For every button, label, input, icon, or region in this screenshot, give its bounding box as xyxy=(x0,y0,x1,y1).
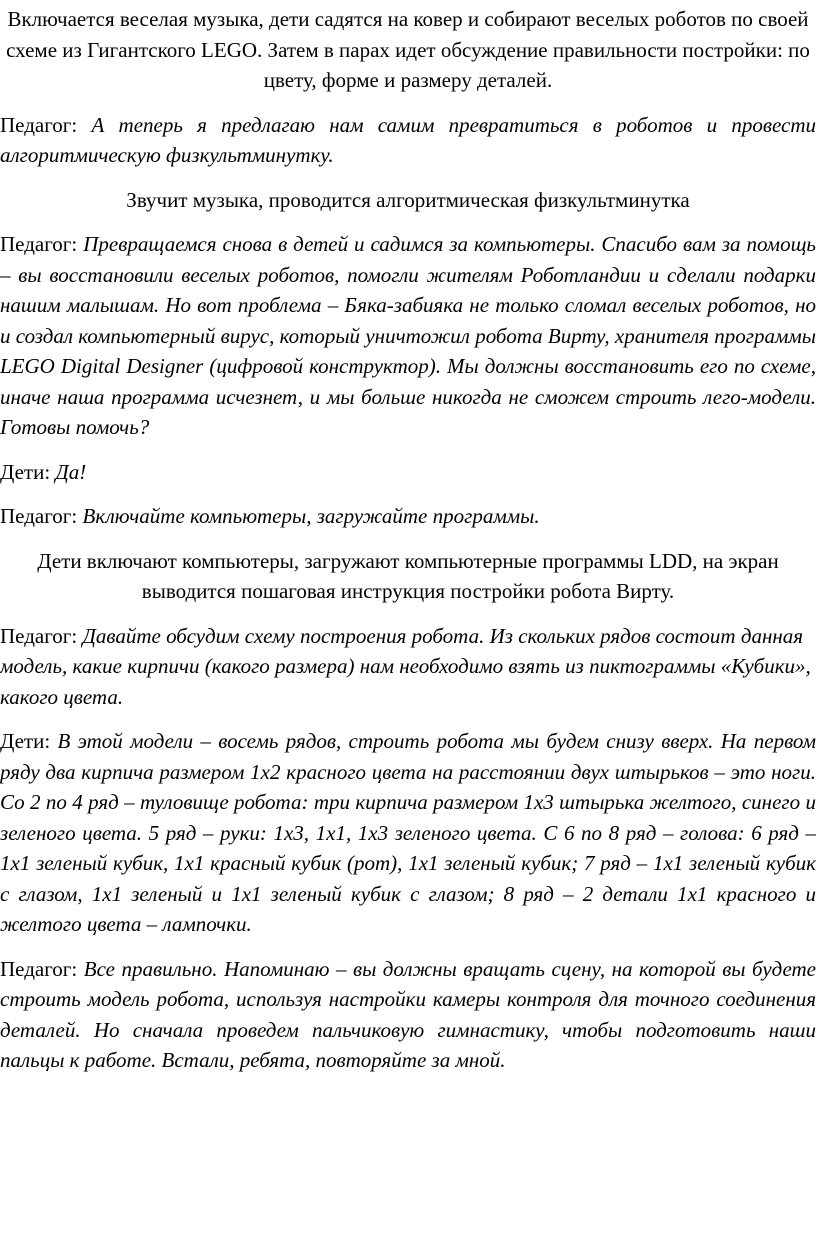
narration-paragraph-1: Включается веселая музыка, дети садятся на ковер и собирают веселых роботов по своей схеме из Гигантского LEGO. Затем в парах идет обсуждение правильности постройки: по цвету, форме и размеру деталей. xyxy=(6,7,810,92)
document-page xyxy=(0,4,816,1076)
teacher-line-3 xyxy=(0,501,816,532)
teacher-line-4 xyxy=(0,621,816,713)
teacher-line-5 xyxy=(0,954,816,1076)
narration-paragraph-2: Звучит музыка, проводится алгоритмическая физкультминутка xyxy=(126,187,690,212)
speaker-label: Педагог: xyxy=(0,112,92,137)
speech-text: А теперь я предлагаю нам самим превратиться в роботов и провести алгоритмическую физкультминутку. xyxy=(0,112,816,167)
speech-text: В этой модели – восемь рядов, строить робота мы будем снизу вверх. На первом ряду два кирпича размером 1х2 красного цвета на расстоянии двух штырьков – это ноги. Со 2 по 4 ряд – туловище робота: три кирпича размером 1х3 штырька желтого, синего и зеленого цвета. 5 ряд – руки: 1х3, 1х1, 1х3 зеленого цвета. С 6 по 8 ряд – голова: 6 ряд – 1х1 зеленый кубик, 1х1 красный кубик (рот), 1х1 зеленый кубик; 7 ряд – 1х1 зеленый кубик с глазом, 1х1 зеленый и 1х1 зеленый кубик с глазом; 8 ряд – 2 детали 1х1 красного и желтого цвета – лампочки. xyxy=(0,729,816,936)
speech-text: Включайте компьютеры, загружайте программы. xyxy=(82,504,540,528)
speaker-label: Дети: xyxy=(0,459,56,484)
speech-text: Давайте обсудим схему построения робота. Из скольких рядов состоит данная модель, какие кирпичи (какого размера) нам необходимо взять из пиктограммы «Кубики», какого цвета. xyxy=(0,623,811,709)
narration-paragraph-3: Дети включают компьютеры, загружают компьютерные программы LDD, на экран выводится пошаговая инструкция постройки робота Вирту. xyxy=(37,548,779,603)
speech-text: Все правильно. Напоминаю – вы должны вращать сцену, на которой вы будете строить модель робота, используя настройки камеры контроля для точного соединения деталей. Но сначала проведем пальчиковую гимнастику, чтобы подготовить наши пальцы к работе. Встали, ребята, повторяйте за мной. xyxy=(0,956,816,1072)
speaker-label: Педагог: xyxy=(0,956,84,981)
children-line-1 xyxy=(0,457,816,488)
speaker-label: Педагог: xyxy=(0,232,84,256)
teacher-line-1 xyxy=(0,110,816,171)
children-line-2 xyxy=(0,726,816,940)
speaker-label: Дети: xyxy=(0,729,58,753)
speech-text: Превращаемся снова в детей и садимся за компьютеры. Спасибо вам за помощь – вы восстановили веселых роботов, помогли жителям Роботландии и сделали подарки нашим малышам. Но вот проблема – Бяка-забияка не только сломал веселых роботов, но и создал компьютерный вирус, который уничтожил робота Вирту, хранителя программы LEGO Digital Designer (цифровой конструктор). Мы должны восстановить его по схеме, иначе наша программа исчезнет, и мы больше никогда не сможем строить лего-модели. Готовы помочь? xyxy=(0,232,816,439)
speaker-label: Педагог: xyxy=(0,623,83,648)
speaker-label: Педагог: xyxy=(0,504,83,528)
speech-text: Да! xyxy=(55,459,87,484)
teacher-line-2 xyxy=(0,229,816,443)
